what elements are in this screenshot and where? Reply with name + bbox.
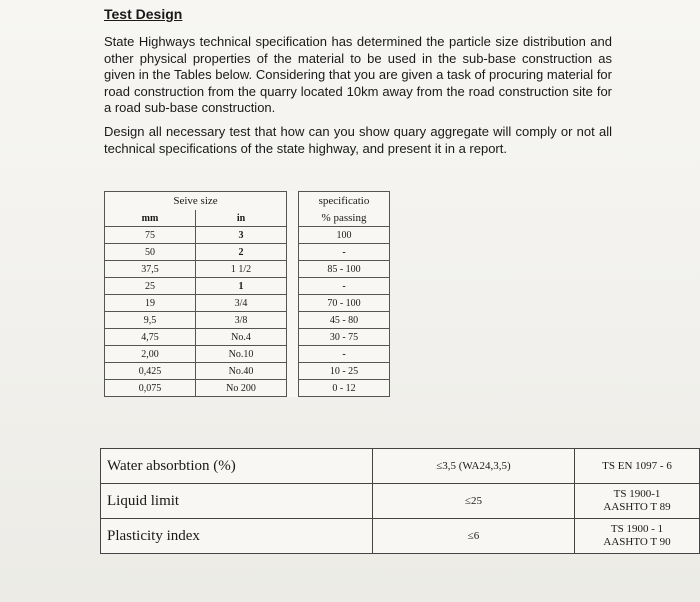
spec-cell: 0 - 12 — [299, 380, 390, 397]
sieve-in-cell: No 200 — [196, 380, 287, 397]
sieve-in-cell: 3/4 — [196, 295, 287, 312]
table-row — [105, 380, 390, 397]
task-statement: Design all necessary test that how can you show quary aggregate will comply or not all technical specifications of the state highway, and present it in a report. — [104, 124, 612, 156]
sieve-mm-cell: 2,00 — [105, 346, 196, 363]
table-row — [105, 227, 390, 244]
table-row — [105, 329, 390, 346]
in-header: in — [196, 210, 287, 227]
spec-cell: 45 - 80 — [299, 312, 390, 329]
sieve-mm-cell: 25 — [105, 278, 196, 295]
table-row — [105, 278, 390, 295]
sieve-mm-cell: 19 — [105, 295, 196, 312]
sieve-in-cell: 3/8 — [196, 312, 287, 329]
physical-properties-table — [100, 448, 700, 554]
property-standard: TS 1900 - 1 AASHTO T 90 — [575, 519, 700, 554]
property-standard: TS EN 1097 - 6 — [575, 449, 700, 484]
sieve-in-cell: No.4 — [196, 329, 287, 346]
problem-statement: State Highways technical specification has determined the particle size distribution and other physical properties of the material to be used in the sub-base construction as given in the Tables below. Considering that you are given a task of procuring material for road construction from the quarry located 10km away from the road construction site for a road sub-base construction. — [104, 34, 612, 115]
sieve-in-cell: No.40 — [196, 363, 287, 380]
spec-cell: 70 - 100 — [299, 295, 390, 312]
table-row — [105, 244, 390, 261]
passing-header: % passing — [299, 210, 390, 227]
sieve-mm-cell: 37,5 — [105, 261, 196, 278]
sieve-specification-table — [104, 191, 390, 397]
spec-cell: - — [299, 278, 390, 295]
table-row — [105, 261, 390, 278]
property-limit: ≤3,5 (WA24,3,5) — [372, 449, 574, 484]
sieve-in-cell: 1 1/2 — [196, 261, 287, 278]
sieve-mm-cell: 4,75 — [105, 329, 196, 346]
sieve-in-cell: 3 — [196, 227, 287, 244]
spec-cell: 30 - 75 — [299, 329, 390, 346]
table-row — [101, 484, 700, 519]
mm-header: mm — [105, 210, 196, 227]
spec-cell: - — [299, 244, 390, 261]
property-limit: ≤25 — [372, 484, 574, 519]
sieve-mm-cell: 0,075 — [105, 380, 196, 397]
spec-cell: 85 - 100 — [299, 261, 390, 278]
spec-cell: 10 - 25 — [299, 363, 390, 380]
table-row — [105, 363, 390, 380]
spec-cell: - — [299, 346, 390, 363]
sieve-in-cell: 1 — [196, 278, 287, 295]
sieve-mm-cell: 0,425 — [105, 363, 196, 380]
sieve-mm-cell: 50 — [105, 244, 196, 261]
table-row — [105, 312, 390, 329]
sieve-in-cell: 2 — [196, 244, 287, 261]
property-name: Water absorbtion (%) — [101, 449, 373, 484]
table-row — [105, 346, 390, 363]
table-row — [105, 295, 390, 312]
sieve-mm-cell: 75 — [105, 227, 196, 244]
spec-cell: 100 — [299, 227, 390, 244]
sieve-mm-cell: 9,5 — [105, 312, 196, 329]
table-row — [101, 449, 700, 484]
property-name: Plasticity index — [101, 519, 373, 554]
sieve-size-header: Seive size — [105, 192, 287, 211]
property-standard: TS 1900-1 AASHTO T 89 — [575, 484, 700, 519]
spec-header: specificatio — [299, 192, 390, 211]
document-title: Test Design — [104, 6, 183, 22]
sieve-in-cell: No.10 — [196, 346, 287, 363]
property-name: Liquid limit — [101, 484, 373, 519]
property-limit: ≤6 — [372, 519, 574, 554]
table-row — [101, 519, 700, 554]
